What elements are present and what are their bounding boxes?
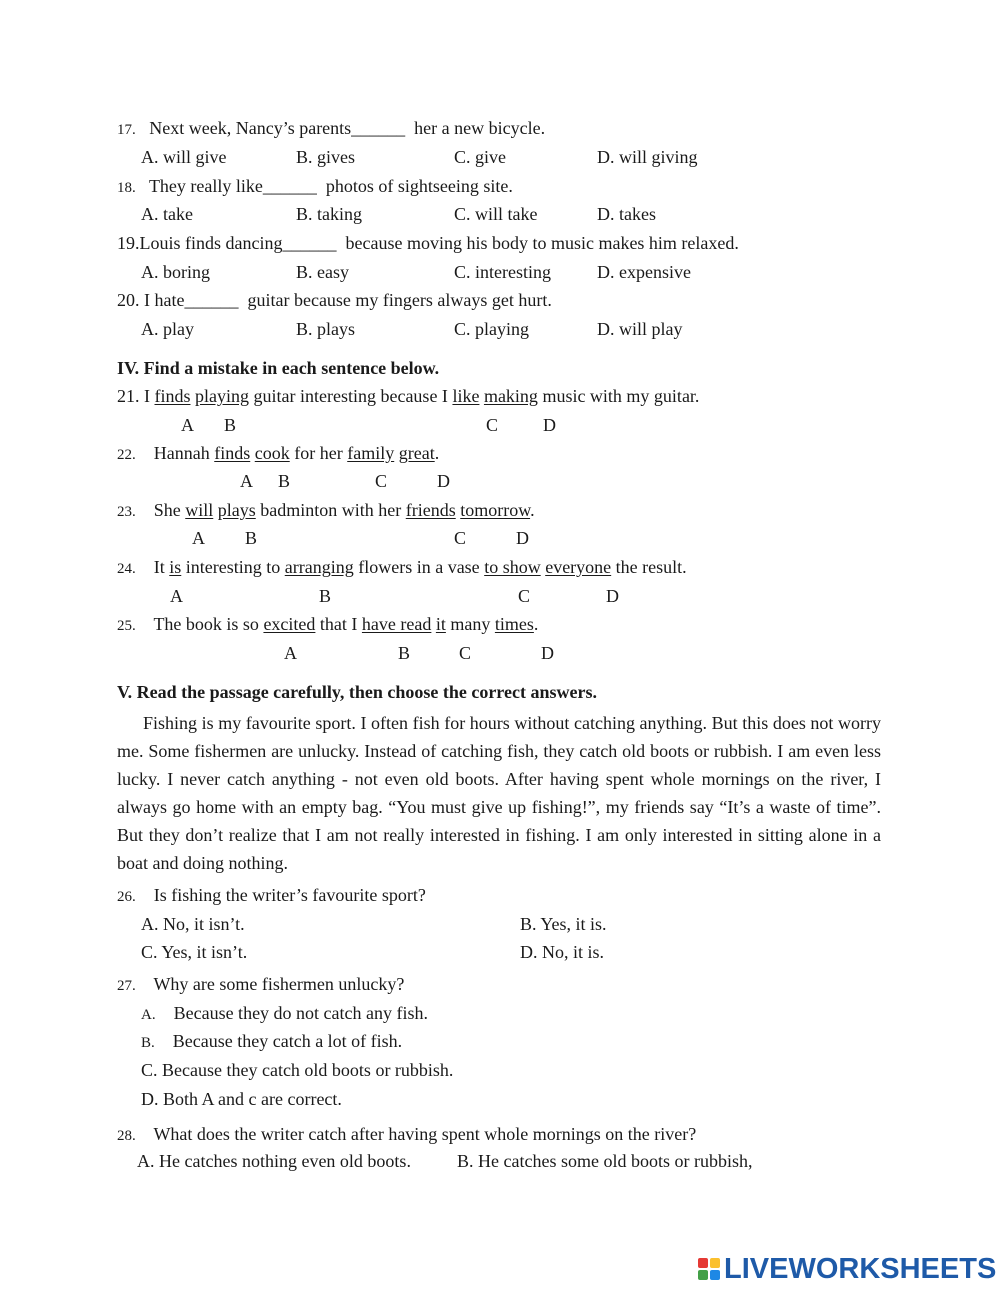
question-19 — [117, 232, 739, 254]
label-b: B — [319, 586, 332, 606]
label-b: B — [278, 471, 291, 491]
underlined-a: excited — [263, 614, 316, 634]
underlined-d: tomorrow — [460, 500, 531, 520]
option-d: D. No, it is. — [520, 942, 605, 962]
option-a: A. Because they do not catch any fish. — [141, 1003, 429, 1023]
underlined-d: times — [494, 614, 534, 634]
question-20 — [117, 289, 552, 311]
option-d: D. will play — [597, 319, 683, 339]
option-a: A. boring — [141, 262, 210, 282]
label-b: B — [398, 643, 411, 663]
underlined-a: is — [169, 557, 182, 577]
reading-passage: Fishing is my favourite sport. I often fish for hours without catching anything. But this does not worry me. Some fishermen are unlucky. Instead of catching fish, they catch old boots or rubbish. I am even less lucky. I never catch anything - not even old boots. After having spent whole mornings on the river, I always go home with an empty bag. “You must give up fishing!”, my friends say “It’s a waste of time”. But they don’t realize that I am not really interested in fishing. I am only interested in sitting alone in a boat and doing nothing. — [117, 713, 881, 873]
underlined-b: have read — [361, 614, 432, 634]
question-number: 19. — [117, 233, 140, 253]
question-number: 26. — [117, 889, 136, 905]
underlined-b: arranging — [284, 557, 354, 577]
question-stem: They really like______ photos of sightseeing site. — [148, 176, 513, 196]
label-d: D — [606, 586, 619, 606]
label-c: C — [375, 471, 388, 491]
question-28 — [117, 1123, 696, 1147]
option-a: A. take — [141, 204, 193, 224]
question-21: 21. I finds playing guitar interesting because I like making music with my guitar. — [117, 386, 700, 406]
underlined-c: family — [347, 443, 395, 463]
question-23: 23. She will plays badminton with her friends tomorrow. — [117, 500, 535, 520]
question-18 — [117, 175, 513, 199]
option-b: B. plays — [296, 319, 356, 339]
option-d: D. Both A and c are correct. — [141, 1089, 342, 1109]
logo-blocks-icon — [698, 1258, 720, 1280]
label-a: A — [284, 643, 297, 663]
label-c: C — [459, 643, 472, 663]
option-b: B. gives — [296, 147, 356, 167]
option-b: B. easy — [296, 262, 349, 282]
label-d: D — [516, 528, 529, 548]
underlined-b: plays — [217, 500, 256, 520]
section-heading: IV. Find a mistake in each sentence below. — [117, 358, 440, 378]
label-c: C — [486, 415, 499, 435]
question-number: 22. — [117, 447, 136, 463]
underlined-c: friends — [405, 500, 456, 520]
liveworksheets-logo — [698, 1252, 996, 1286]
option-c: C. playing — [454, 319, 529, 339]
label-d: D — [541, 643, 554, 663]
underlined-c: like — [452, 386, 480, 406]
option-d: D. takes — [597, 204, 656, 224]
underlined-d: everyone — [545, 557, 612, 577]
question-number: 18. — [117, 180, 136, 196]
underlined-c: to show — [484, 557, 541, 577]
underlined-a: will — [185, 500, 214, 520]
question-number: 27. — [117, 978, 136, 994]
underlined-a: finds — [214, 443, 251, 463]
label-d: D — [543, 415, 556, 435]
question-24: 24. It is interesting to arranging flowers in a vase to show everyone the result. — [117, 557, 687, 577]
option-b: B. taking — [296, 204, 362, 224]
label-a: A — [240, 471, 253, 491]
option-b: B. Yes, it is. — [520, 914, 607, 934]
underlined-d: making — [483, 386, 538, 406]
question-27 — [117, 973, 404, 997]
label-b: B — [224, 415, 237, 435]
option-c: C. will take — [454, 204, 538, 224]
question-22: 22. Hannah finds cook for her family great. — [117, 443, 440, 463]
label-d: D — [437, 471, 450, 491]
option-a: A. will give — [141, 147, 227, 167]
option-b: B. He catches some old boots or rubbish, — [457, 1151, 753, 1171]
question-stem: Next week, Nancy’s parents______ her a new bicycle. — [149, 118, 546, 138]
label-c: C — [454, 528, 467, 548]
option-a: A. play — [141, 319, 194, 339]
logo-text: LIVEWORKSHEETS — [724, 1253, 997, 1285]
label-a: A — [181, 415, 194, 435]
question-number: 17. — [117, 122, 136, 138]
underlined-d: great — [398, 443, 435, 463]
underlined-c: it — [435, 614, 446, 634]
option-c: C. Yes, it isn’t. — [141, 942, 248, 962]
label-c: C — [518, 586, 531, 606]
question-number: 28. — [117, 1128, 136, 1144]
option-a: A. No, it isn’t. — [141, 914, 245, 934]
question-26 — [117, 884, 426, 908]
option-b: B. Because they catch a lot of fish. — [141, 1031, 403, 1051]
question-number: 20. — [117, 290, 140, 310]
question-stem: Is fishing the writer’s favourite sport? — [153, 885, 426, 905]
option-d: D. will giving — [597, 147, 698, 167]
question-stem: What does the writer catch after having spent whole mornings on the river? — [153, 1124, 697, 1144]
label-a: A — [192, 528, 205, 548]
underlined-a: finds — [154, 386, 191, 406]
option-c: C. give — [454, 147, 506, 167]
underlined-b: cook — [254, 443, 290, 463]
question-number: 25. — [117, 618, 136, 634]
option-d: D. expensive — [597, 262, 691, 282]
option-c: C. Because they catch old boots or rubbish. — [141, 1060, 454, 1080]
option-a: A. He catches nothing even old boots. — [137, 1151, 411, 1171]
underlined-b: playing — [195, 386, 249, 406]
label-b: B — [245, 528, 258, 548]
option-c: C. interesting — [454, 262, 551, 282]
question-stem: Why are some fishermen unlucky? — [153, 974, 405, 994]
question-number: 21. — [117, 386, 140, 406]
question-number: 24. — [117, 561, 136, 577]
question-stem: Louis finds dancing______ because moving his body to music makes him relaxed. — [139, 233, 739, 253]
question-17 — [117, 117, 545, 141]
section-heading: V. Read the passage carefully, then choose the correct answers. — [117, 682, 597, 702]
question-stem: I hate______ guitar because my fingers always get hurt. — [144, 290, 552, 310]
question-25: 25. The book is so excited that I have read it many times. — [117, 614, 539, 634]
label-a: A — [170, 586, 183, 606]
question-number: 23. — [117, 504, 136, 520]
